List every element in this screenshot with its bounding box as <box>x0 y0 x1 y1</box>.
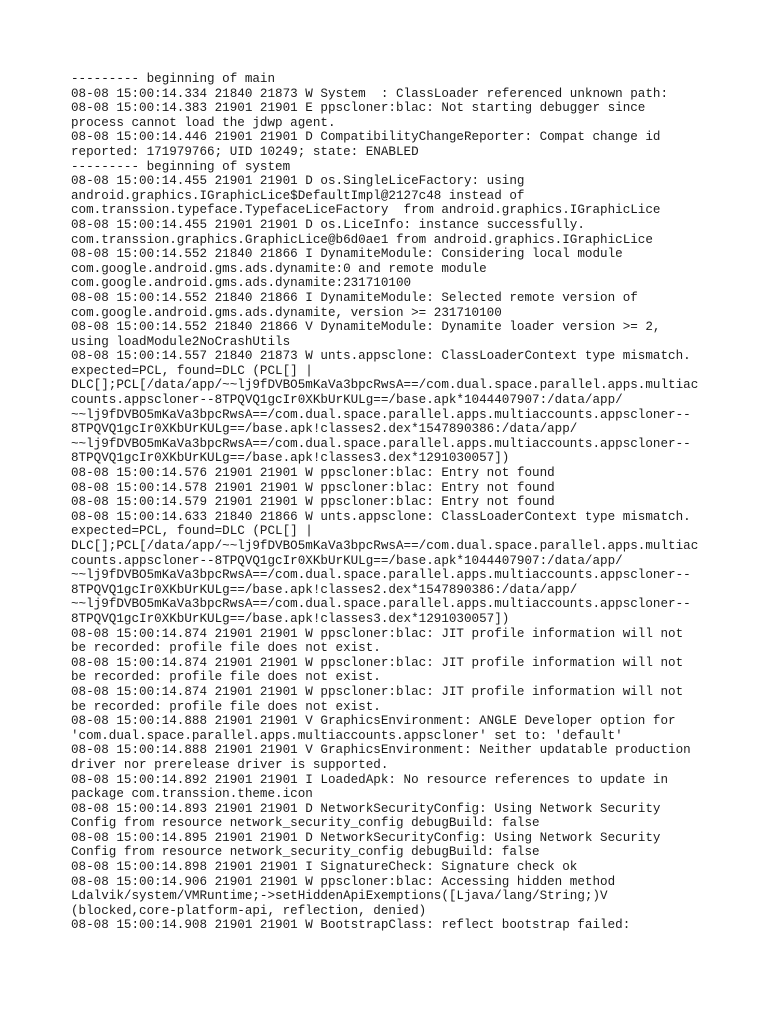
log-line: DLC[];PCL[/data/app/~~lj9fDVBO5mKaVa3bpcRwsA==/com.dual.space.parallel.apps.multiac <box>71 378 699 393</box>
log-line: be recorded: profile file does not exist. <box>71 641 381 656</box>
log-line: Ldalvik/system/VMRuntime;->setHiddenApiExemptions([Ljava/lang/String;)V <box>71 889 608 904</box>
log-line: 08-08 15:00:14.874 21901 21901 W ppscloner:blac: JIT profile information will not <box>71 626 684 641</box>
log-line: 08-08 15:00:14.578 21901 21901 W ppscloner:blac: Entry not found <box>71 480 555 495</box>
log-line: 08-08 15:00:14.908 21901 21901 W BootstrapClass: reflect bootstrap failed: <box>71 918 631 933</box>
log-line: --------- beginning of main <box>71 72 276 86</box>
log-line: ~~lj9fDVBO5mKaVa3bpcRwsA==/com.dual.space.parallel.apps.multiaccounts.appscloner-- <box>71 568 691 583</box>
log-line: 8TPQVQ1gcIr0XKbUrKULg==/base.apk!classes3.dex*1291030057]) <box>71 611 510 626</box>
log-line: process cannot load the jdwp agent. <box>71 115 336 130</box>
log-line: ~~lj9fDVBO5mKaVa3bpcRwsA==/com.dual.space.parallel.apps.multiaccounts.appscloner-- <box>71 407 691 422</box>
log-line: --------- beginning of system <box>71 159 291 174</box>
log-line: 08-08 15:00:14.579 21901 21901 W ppscloner:blac: Entry not found <box>71 495 555 510</box>
log-line: using loadModule2NoCrashUtils <box>71 334 291 349</box>
log-line: 8TPQVQ1gcIr0XKbUrKULg==/base.apk!classes2.dex*1547890386:/data/app/ <box>71 422 578 437</box>
log-line: expected=PCL, found=DLC (PCL[] | <box>71 524 313 539</box>
log-text-block <box>71 72 751 933</box>
log-line: Config from resource network_security_config debugBuild: false <box>71 816 540 831</box>
log-line: 08-08 15:00:14.455 21901 21901 D os.SingleLiceFactory: using <box>71 174 525 189</box>
log-line: 08-08 15:00:14.446 21901 21901 D CompatibilityChangeReporter: Compat change id <box>71 130 661 145</box>
log-line: com.transsion.graphics.GraphicLice@b6d0ae1 from android.graphics.IGraphicLice <box>71 232 653 247</box>
log-line: 08-08 15:00:14.893 21901 21901 D NetworkSecurityConfig: Using Network Security <box>71 801 661 816</box>
log-line: reported: 171979766; UID 10249; state: ENABLED <box>71 144 419 159</box>
log-line: counts.appscloner--8TPQVQ1gcIr0XKbUrKULg==/base.apk*1044407907:/data/app/ <box>71 393 623 408</box>
log-line: 08-08 15:00:14.576 21901 21901 W ppscloner:blac: Entry not found <box>71 466 555 481</box>
log-line: 08-08 15:00:14.334 21840 21873 W System : ClassLoader referenced unknown path: <box>71 86 669 101</box>
log-line: 'com.dual.space.parallel.apps.multiaccounts.appscloner' set to: 'default' <box>71 728 623 743</box>
log-line: 8TPQVQ1gcIr0XKbUrKULg==/base.apk!classes3.dex*1291030057]) <box>71 451 510 466</box>
log-line: package com.transsion.theme.icon <box>71 787 313 802</box>
log-line: 08-08 15:00:14.888 21901 21901 V GraphicsEnvironment: ANGLE Developer option for <box>71 714 676 729</box>
log-line: 08-08 15:00:14.633 21840 21866 W unts.appsclone: ClassLoaderContext type mismatch. <box>71 509 691 524</box>
log-line: be recorded: profile file does not exist. <box>71 670 381 685</box>
log-line: com.google.android.gms.ads.dynamite, version >= 231710100 <box>71 305 502 320</box>
log-line: ~~lj9fDVBO5mKaVa3bpcRwsA==/com.dual.space.parallel.apps.multiaccounts.appscloner-- <box>71 436 691 451</box>
log-line: 08-08 15:00:14.383 21901 21901 E ppscloner:blac: Not starting debugger since <box>71 101 646 116</box>
log-line: 08-08 15:00:14.557 21840 21873 W unts.appsclone: ClassLoaderContext type mismatch. <box>71 349 691 364</box>
log-line: 08-08 15:00:14.874 21901 21901 W ppscloner:blac: JIT profile information will not <box>71 684 684 699</box>
log-line: com.google.android.gms.ads.dynamite:0 and remote module <box>71 261 487 276</box>
log-line: Config from resource network_security_config debugBuild: false <box>71 845 540 860</box>
log-line: android.graphics.IGraphicLice$DefaultImpl@2127c48 instead of <box>71 188 525 203</box>
log-line: 08-08 15:00:14.906 21901 21901 W ppscloner:blac: Accessing hidden method <box>71 874 616 889</box>
log-line: 08-08 15:00:14.874 21901 21901 W ppscloner:blac: JIT profile information will not <box>71 655 684 670</box>
log-line: 08-08 15:00:14.888 21901 21901 V GraphicsEnvironment: Neither updatable production <box>71 743 691 758</box>
log-line: ~~lj9fDVBO5mKaVa3bpcRwsA==/com.dual.space.parallel.apps.multiaccounts.appscloner-- <box>71 597 691 612</box>
log-line: expected=PCL, found=DLC (PCL[] | <box>71 363 313 378</box>
log-line: driver nor prerelease driver is supported. <box>71 757 389 772</box>
log-line: 8TPQVQ1gcIr0XKbUrKULg==/base.apk!classes2.dex*1547890386:/data/app/ <box>71 582 578 597</box>
log-line: 08-08 15:00:14.892 21901 21901 I LoadedApk: No resource references to update in <box>71 772 669 787</box>
log-line: 08-08 15:00:14.552 21840 21866 I DynamiteModule: Selected remote version of <box>71 290 638 305</box>
log-line: counts.appscloner--8TPQVQ1gcIr0XKbUrKULg==/base.apk*1044407907:/data/app/ <box>71 553 623 568</box>
log-line: (blocked,core-platform-api, reflection, denied) <box>71 903 427 918</box>
log-line: 08-08 15:00:14.552 21840 21866 I DynamiteModule: Considering local module <box>71 247 623 262</box>
log-line: 08-08 15:00:14.552 21840 21866 V DynamiteModule: Dynamite loader version >= 2, <box>71 320 661 335</box>
log-line: 08-08 15:00:14.455 21901 21901 D os.LiceInfo: instance successfully. <box>71 217 585 232</box>
log-line: com.google.android.gms.ads.dynamite:231710100 <box>71 276 412 291</box>
log-line: 08-08 15:00:14.898 21901 21901 I SignatureCheck: Signature check ok <box>71 860 578 875</box>
log-line: 08-08 15:00:14.895 21901 21901 D NetworkSecurityConfig: Using Network Security <box>71 830 661 845</box>
log-line: DLC[];PCL[/data/app/~~lj9fDVBO5mKaVa3bpcRwsA==/com.dual.space.parallel.apps.multiac <box>71 539 699 553</box>
log-line: com.transsion.typeface.TypefaceLiceFactory from android.graphics.IGraphicLice <box>71 203 661 218</box>
log-line: be recorded: profile file does not exist. <box>71 699 381 714</box>
